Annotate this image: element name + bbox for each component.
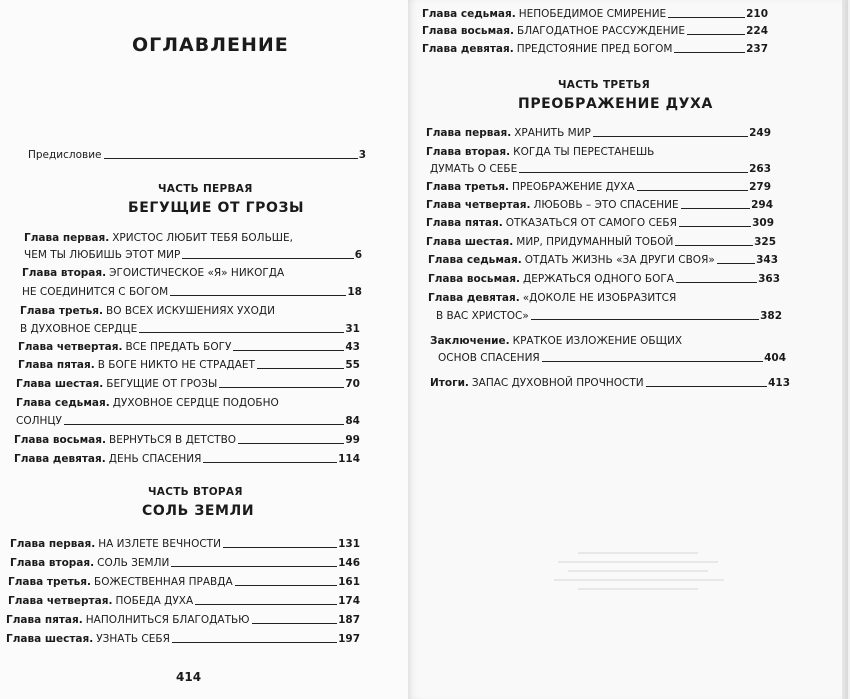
- page-number: 187: [338, 614, 360, 626]
- chapter-label: Глава девятая.: [428, 292, 520, 304]
- chapter-label: Глава восьмая.: [14, 434, 106, 446]
- page-number: 294: [751, 199, 773, 211]
- chapter-label: Глава седьмая.: [422, 8, 516, 20]
- chapter-title: ДЕРЖАТЬСЯ ОДНОГО БОГА: [522, 273, 674, 285]
- leader-line: [646, 386, 767, 387]
- chapter-label: Глава четвертая.: [8, 595, 113, 607]
- toc-entry-p3-c4: [426, 198, 773, 212]
- chapter-label: Глава шестая.: [6, 633, 94, 645]
- leader-line: [637, 190, 749, 191]
- chapter-label: Глава девятая.: [14, 453, 106, 465]
- entry-label: Заключение.: [430, 335, 510, 347]
- page-number: 263: [749, 163, 771, 175]
- leader-line: [519, 172, 748, 173]
- leader-line: [676, 282, 757, 283]
- toc-entry-p3-c3: [426, 180, 771, 194]
- page-number: 6: [354, 249, 362, 261]
- chapter-label: Глава первая.: [24, 232, 110, 244]
- page-number: 404: [764, 352, 786, 364]
- toc-entry-p1-c9: [14, 452, 360, 466]
- chapter-title: ЭГОИСТИЧЕСКОЕ «Я» НИКОГДА: [109, 267, 285, 279]
- leader-line: [593, 136, 748, 137]
- chapter-label: Глава шестая.: [16, 378, 104, 390]
- toc-entry-p2-c4: [8, 594, 360, 608]
- page-number: 309: [752, 217, 774, 229]
- toc-entry-p3-c5: [426, 216, 774, 230]
- chapter-label: Глава третья.: [8, 576, 92, 588]
- chapter-label: Глава вторая.: [426, 146, 511, 158]
- entry-title-cont: ОСНОВ СПАСЕНИЯ: [438, 352, 540, 364]
- toc-entry-conclusion-line1: [430, 334, 682, 348]
- page-number: 224: [746, 25, 768, 37]
- chapter-title: БЛАГОДАТНОЕ РАССУЖДЕНИЕ: [516, 25, 685, 37]
- page-number: 174: [338, 595, 360, 607]
- entry-title: ЗАПАС ДУХОВНОЙ ПРОЧНОСТИ: [471, 377, 644, 389]
- toc-entry-p3-c9-line1: [428, 291, 676, 305]
- page-number: 114: [338, 453, 360, 465]
- page-number: 131: [338, 538, 360, 550]
- chapter-title: НЕПОБЕДИМОЕ СМИРЕНИЕ: [518, 8, 667, 20]
- chapter-label: Глава вторая.: [10, 557, 95, 569]
- chapter-label: Глава четвертая.: [18, 341, 123, 353]
- leader-line: [542, 361, 763, 362]
- entry-title: Предисловие: [28, 149, 102, 161]
- page-number: 382: [760, 310, 782, 322]
- toc-entry-p1-c2-line2: [22, 285, 362, 299]
- page-number: 3: [358, 149, 366, 161]
- chapter-title: ПРЕДСТОЯНИЕ ПРЕД БОГОМ: [516, 43, 673, 55]
- toc-entry-p1-c1-line2: [24, 248, 362, 262]
- chapter-title: БОЖЕСТВЕННАЯ ПРАВДА: [94, 576, 233, 588]
- leader-line: [717, 263, 755, 264]
- chapter-title: В БОГЕ НИКТО НЕ СТРАДАЕТ: [97, 359, 255, 371]
- chapter-title: ПРЕОБРАЖЕНИЕ ДУХА: [512, 181, 635, 193]
- toc-entry-p2-c3: [8, 575, 360, 589]
- page-number: 84: [345, 415, 360, 427]
- chapter-label: Глава пятая.: [18, 359, 95, 371]
- chapter-title: ВЕРНУТЬСЯ В ДЕТСТВО: [108, 434, 237, 446]
- leader-line: [679, 226, 751, 227]
- leader-line: [238, 443, 344, 444]
- chapter-label: Глава первая.: [426, 127, 512, 139]
- show-through-texture: [538, 545, 738, 635]
- chapter-title: «ДОКОЛЕ НЕ ИЗОБРАЗИТСЯ: [522, 292, 677, 304]
- page-number: 70: [345, 378, 360, 390]
- page-number: 325: [754, 236, 776, 248]
- toc-entry-p1-c7-line2: [16, 414, 360, 428]
- leader-line: [675, 245, 753, 246]
- toc-entry-p2-c9: [422, 42, 768, 56]
- leader-line: [257, 368, 344, 369]
- toc-entry-p3-c2-line2: [430, 162, 771, 176]
- page-number: 31: [345, 323, 360, 335]
- toc-entry-p2-c7: [422, 7, 768, 21]
- page-number: 99: [345, 434, 360, 446]
- part2-label: ЧАСТЬ ВТОРАЯ: [148, 486, 243, 498]
- page-number: 343: [756, 254, 778, 266]
- toc-entry-p2-c1: [10, 537, 360, 551]
- chapter-title: БЕГУЩИЕ ОТ ГРОЗЫ: [106, 378, 218, 390]
- leader-line: [170, 295, 346, 296]
- chapter-label: Глава шестая.: [426, 236, 514, 248]
- leader-line: [104, 158, 358, 159]
- leader-line: [195, 604, 337, 605]
- part3-label: ЧАСТЬ ТРЕТЬЯ: [558, 79, 651, 91]
- leader-line: [139, 332, 344, 333]
- chapter-label: Глава четвертая.: [426, 199, 531, 211]
- chapter-title: ВСЕ ПРЕДАТЬ БОГУ: [125, 341, 232, 353]
- leader-line: [233, 350, 344, 351]
- toc-entry-p3-c8: [428, 272, 780, 286]
- leader-line: [223, 547, 337, 548]
- page-number: 249: [749, 127, 771, 139]
- chapter-title-cont: ДУМАТЬ О СЕБЕ: [430, 163, 518, 175]
- chapter-title: ПОБЕДА ДУХА: [115, 595, 194, 607]
- page-number: 55: [345, 359, 360, 371]
- toc-entry-p1-c8: [14, 433, 360, 447]
- chapter-title: ХРИСТОС ЛЮБИТ ТЕБЯ БОЛЬШЕ,: [112, 232, 293, 244]
- entry-label: Итоги.: [430, 377, 469, 389]
- chapter-title: НА ИЗЛЕТЕ ВЕЧНОСТИ: [98, 538, 221, 550]
- part3-title: ПРЕОБРАЖЕНИЕ ДУХА: [518, 96, 713, 112]
- chapter-title: ДЕНЬ СПАСЕНИЯ: [108, 453, 202, 465]
- toc-entry-p1-c3-line2: [20, 322, 360, 336]
- chapter-label: Глава девятая.: [422, 43, 514, 55]
- toc-entry-p2-c6: [6, 632, 360, 646]
- folio-page-number: 414: [176, 670, 202, 684]
- leader-line: [674, 52, 745, 53]
- leader-line: [171, 566, 337, 567]
- chapter-title-cont: НЕ СОЕДИНИТСЯ С БОГОМ: [22, 286, 169, 298]
- toc-entry-p1-c5: [18, 358, 360, 372]
- leader-line: [219, 387, 344, 388]
- chapter-label: Глава третья.: [426, 181, 510, 193]
- entry-title: КРАТКОЕ ИЗЛОЖЕНИЕ ОБЩИХ: [512, 335, 683, 347]
- toc-entry-p1-c7-line1: [16, 396, 279, 410]
- chapter-title: УЗНАТЬ СЕБЯ: [96, 633, 170, 645]
- part2-title: СОЛЬ ЗЕМЛИ: [142, 503, 255, 519]
- toc-entry-p3-c6: [426, 235, 776, 249]
- chapter-label: Глава восьмая.: [428, 273, 520, 285]
- toc-entry-p2-c2: [10, 556, 360, 570]
- page-number: 210: [746, 8, 768, 20]
- chapter-title: НАПОЛНИТЬСЯ БЛАГОДАТЬЮ: [85, 614, 250, 626]
- left-page: [0, 0, 408, 699]
- chapter-title: ОТКАЗАТЬСЯ ОТ САМОГО СЕБЯ: [505, 217, 677, 229]
- leader-line: [681, 208, 750, 209]
- part1-label: ЧАСТЬ ПЕРВАЯ: [158, 183, 253, 195]
- chapter-label: Глава вторая.: [22, 267, 107, 279]
- page-number: 413: [768, 377, 790, 389]
- toc-entry-p2-c8: [422, 24, 768, 38]
- page-number: 279: [749, 181, 771, 193]
- chapter-title: ВО ВСЕХ ИСКУШЕНИЯХ УХОДИ: [106, 305, 275, 317]
- chapter-label: Глава седьмая.: [16, 397, 110, 409]
- toc-entry-p2-c5: [6, 613, 360, 627]
- chapter-title: ДУХОВНОЕ СЕРДЦЕ ПОДОБНО: [112, 397, 279, 409]
- chapter-title: МИР, ПРИДУМАННЫЙ ТОБОЙ: [516, 236, 674, 248]
- leader-line: [668, 17, 745, 18]
- leader-line: [252, 623, 338, 624]
- page-number: 237: [746, 43, 768, 55]
- chapter-title: ЛЮБОВЬ – ЭТО СПАСЕНИЕ: [533, 199, 679, 211]
- toc-entry-p3-c1: [426, 126, 771, 140]
- chapter-label: Глава пятая.: [6, 614, 83, 626]
- part1-title: БЕГУЩИЕ ОТ ГРОЗЫ: [128, 200, 305, 216]
- chapter-title-cont: В ВАС ХРИСТОС»: [436, 310, 529, 322]
- leader-line: [172, 642, 337, 643]
- chapter-title-cont: ЧЕМ ТЫ ЛЮБИШЬ ЭТОТ МИР: [24, 249, 181, 261]
- leader-line: [687, 34, 745, 35]
- chapter-title-cont: В ДУХОВНОЕ СЕРДЦЕ: [20, 323, 138, 335]
- leader-line: [182, 258, 353, 259]
- toc-entry-p3-c7: [428, 253, 778, 267]
- toc-entry-p3-c9-line2: [436, 309, 782, 323]
- chapter-title: ХРАНИТЬ МИР: [514, 127, 591, 139]
- page-title: ОГЛАВЛЕНИЕ: [132, 34, 289, 56]
- leader-line: [235, 585, 337, 586]
- toc-entry-p1-c4: [18, 340, 360, 354]
- toc-entry-p1-c6: [16, 377, 360, 391]
- page-number: 43: [345, 341, 360, 353]
- toc-entry-p1-c3-line1: [20, 304, 275, 318]
- chapter-label: Глава первая.: [10, 538, 96, 550]
- leader-line: [64, 424, 344, 425]
- chapter-title: ОТДАТЬ ЖИЗНЬ «ЗА ДРУГИ СВОЯ»: [524, 254, 715, 266]
- toc-entry-p1-c1-line1: [24, 231, 293, 245]
- leader-line: [531, 319, 759, 320]
- page-edge: [842, 0, 848, 699]
- chapter-title: КОГДА ТЫ ПЕРЕСТАНЕШЬ: [513, 146, 655, 158]
- toc-entry-conclusion-line2: [438, 351, 786, 365]
- chapter-title-cont: СОЛНЦУ: [16, 415, 62, 427]
- chapter-label: Глава восьмая.: [422, 25, 514, 37]
- toc-entry-results: [430, 376, 790, 390]
- page-number: 363: [758, 273, 780, 285]
- leader-line: [203, 462, 337, 463]
- chapter-label: Глава седьмая.: [428, 254, 522, 266]
- chapter-title: СОЛЬ ЗЕМЛИ: [97, 557, 170, 569]
- toc-entry-p1-c2-line1: [22, 266, 284, 280]
- page-number: 18: [347, 286, 362, 298]
- toc-entry-p3-c2-line1: [426, 145, 654, 159]
- right-page: [408, 0, 848, 699]
- page-number: 161: [338, 576, 360, 588]
- chapter-label: Глава третья.: [20, 305, 104, 317]
- chapter-label: Глава пятая.: [426, 217, 503, 229]
- page-number: 146: [338, 557, 360, 569]
- toc-entry-preface: [28, 148, 366, 162]
- page-number: 197: [338, 633, 360, 645]
